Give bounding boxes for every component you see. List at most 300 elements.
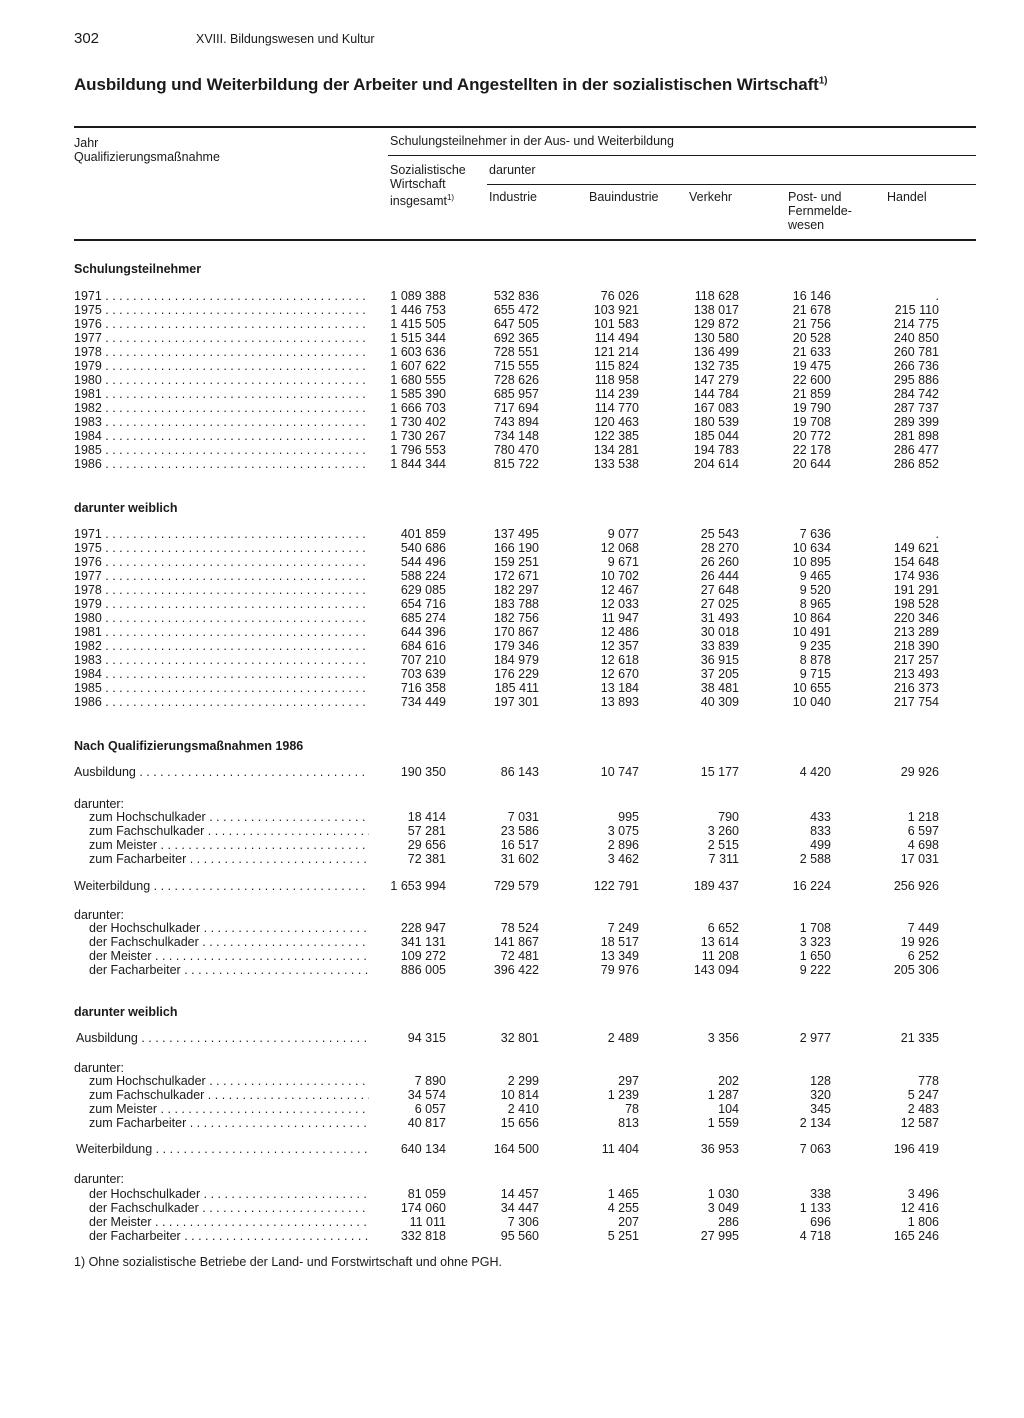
cell-col-4: 20 644	[792, 457, 831, 471]
footnote: 1) Ohne sozialistische Betriebe der Land- und Forstwirtschaft und ohne PGH.	[74, 1255, 502, 1269]
table-row	[0, 401, 1024, 415]
table-row	[0, 824, 1024, 838]
cell-col-0: 6 057	[414, 1102, 446, 1116]
row-label: 1978 . . .	[74, 583, 369, 597]
cell-col-1: 396 422	[493, 963, 539, 977]
cell-col-1: 815 722	[493, 457, 539, 471]
row-label: 1971 . . .	[74, 289, 369, 303]
cell-col-5: 29 926	[900, 765, 939, 779]
cell-col-0: 540 686	[400, 541, 446, 555]
table-row	[0, 949, 1024, 963]
cell-col-2: 995	[618, 810, 639, 824]
cell-col-3: 1 559	[707, 1116, 739, 1130]
cell-col-2: 10 702	[600, 569, 639, 583]
table-row	[0, 541, 1024, 555]
cell-col-5: 12 587	[900, 1116, 939, 1130]
cell-col-4: 16 224	[792, 879, 831, 893]
cell-col-3: 30 018	[700, 625, 739, 639]
cell-col-4: 128	[810, 1074, 831, 1088]
darunter-label: darunter:	[74, 1061, 125, 1075]
cell-col-4: 22 178	[792, 443, 831, 457]
cell-col-3: 144 784	[693, 387, 739, 401]
cell-col-1: 728 626	[493, 373, 539, 387]
cell-col-4: 2 134	[799, 1116, 831, 1130]
cell-col-1: 164 500	[493, 1142, 539, 1156]
cell-col-2: 207	[618, 1215, 639, 1229]
row-label: zum Meister . . .	[89, 838, 369, 852]
row-label: 1984 . . .	[74, 429, 369, 443]
cell-col-1: 172 671	[493, 569, 539, 583]
cell-col-5: .	[935, 527, 939, 541]
cell-col-4: 320	[810, 1088, 831, 1102]
table-row	[0, 1215, 1024, 1229]
darunter-header: darunter	[489, 163, 536, 177]
table-row	[0, 429, 1024, 443]
cell-col-4: 19 475	[792, 359, 831, 373]
cell-col-0: 1 585 390	[390, 387, 446, 401]
cell-col-2: 12 670	[600, 667, 639, 681]
col-header-total-l2: Wirtschaft	[390, 177, 446, 191]
cell-col-1: 32 801	[500, 1031, 539, 1045]
cell-col-3: 3 356	[707, 1031, 739, 1045]
table-row	[0, 653, 1024, 667]
title-footnote-mark: 1)	[818, 75, 828, 87]
cell-col-5: 196 419	[893, 1142, 939, 1156]
cell-col-4: 10 040	[792, 695, 831, 709]
cell-col-5: 6 252	[907, 949, 939, 963]
row-label: 1981 . . .	[74, 387, 369, 401]
row-label: zum Meister . . .	[89, 1102, 369, 1116]
row-label: 1985 . . .	[74, 681, 369, 695]
section-schulungsteilnehmer: Schulungsteilnehmer	[74, 262, 202, 276]
cell-col-1: 715 555	[493, 359, 539, 373]
cell-col-3: 33 839	[700, 639, 739, 653]
cell-col-2: 9 671	[607, 555, 639, 569]
cell-col-2: 13 893	[600, 695, 639, 709]
row-label: zum Facharbeiter . . .	[89, 852, 369, 866]
cell-col-1: 179 346	[493, 639, 539, 653]
row-label: 1971 . . .	[74, 527, 369, 541]
cell-col-0: 644 396	[400, 625, 446, 639]
cell-col-3: 13 614	[700, 935, 739, 949]
cell-col-3: 40 309	[700, 695, 739, 709]
table-row	[0, 569, 1024, 583]
cell-col-3: 118 628	[694, 289, 739, 303]
cell-col-0: 57 281	[407, 824, 446, 838]
row-label: 1980 . . .	[74, 611, 369, 625]
table-row	[0, 415, 1024, 429]
cell-col-2: 4 255	[607, 1201, 639, 1215]
cell-col-1: 166 190	[493, 541, 539, 555]
cell-col-0: 886 005	[400, 963, 446, 977]
cell-col-3: 132 735	[693, 359, 739, 373]
cell-col-5: 1 218	[907, 810, 939, 824]
cell-col-2: 9 077	[607, 527, 639, 541]
table-row	[0, 852, 1024, 866]
cell-col-2: 133 538	[593, 457, 639, 471]
cell-col-3: 28 270	[700, 541, 739, 555]
darunter-label: darunter:	[74, 908, 125, 922]
cell-col-2: 78	[625, 1102, 639, 1116]
cell-col-5: 6 597	[907, 824, 939, 838]
table-row	[0, 810, 1024, 824]
cell-col-1: 7 306	[507, 1215, 539, 1229]
cell-col-4: 9 465	[799, 569, 831, 583]
cell-col-0: 629 085	[400, 583, 446, 597]
cell-col-2: 122 385	[593, 429, 639, 443]
cell-col-4: 2 977	[799, 1031, 831, 1045]
row-label: der Facharbeiter . . .	[89, 963, 369, 977]
cell-col-4: 345	[810, 1102, 831, 1116]
table-row	[0, 695, 1024, 709]
cell-col-5: .	[935, 289, 939, 303]
row-label: zum Hochschulkader . . .	[89, 1074, 369, 1088]
cell-col-2: 13 349	[600, 949, 639, 963]
col-header-total	[390, 163, 466, 208]
cell-col-3: 185 044	[693, 429, 739, 443]
row-label: 1978 . . .	[74, 345, 369, 359]
row-label: 1982 . . .	[74, 401, 369, 415]
cell-col-1: 183 788	[493, 597, 539, 611]
row-label: zum Hochschulkader . . .	[89, 810, 369, 824]
cell-col-0: 1 603 636	[390, 345, 446, 359]
cell-col-2: 3 075	[607, 824, 639, 838]
cell-col-2: 114 494	[594, 331, 639, 345]
row-label: zum Facharbeiter . . .	[89, 1116, 369, 1130]
cell-col-1: 31 602	[500, 852, 539, 866]
cell-col-3: 204 614	[693, 457, 739, 471]
table-row	[0, 289, 1024, 303]
table-title	[74, 75, 827, 95]
cell-col-0: 703 639	[400, 667, 446, 681]
cell-col-1: 15 656	[500, 1116, 539, 1130]
cell-col-5: 191 291	[893, 583, 939, 597]
table-row	[0, 583, 1024, 597]
cell-col-4: 10 895	[792, 555, 831, 569]
col-header-handel: Handel	[887, 190, 927, 204]
cell-col-1: 734 148	[493, 429, 539, 443]
cell-col-3: 7 311	[708, 852, 739, 866]
cell-col-2: 122 791	[593, 879, 639, 893]
cell-col-2: 1 239	[607, 1088, 639, 1102]
cell-col-2: 134 281	[593, 443, 639, 457]
cell-col-3: 27 995	[700, 1229, 739, 1243]
cell-col-2: 12 618	[600, 653, 639, 667]
cell-col-5: 217 257	[893, 653, 939, 667]
cell-col-1: 2 410	[507, 1102, 539, 1116]
cell-col-0: 228 947	[400, 921, 446, 935]
row-label: 1983 . . .	[74, 653, 369, 667]
cell-col-1: 2 299	[507, 1074, 539, 1088]
cell-col-4: 16 146	[792, 289, 831, 303]
cell-col-4: 21 678	[792, 303, 831, 317]
col-header-industrie: Industrie	[489, 190, 537, 204]
cell-col-0: 1 415 505	[390, 317, 446, 331]
col-header-post	[788, 190, 852, 232]
cell-col-5: 260 781	[893, 345, 939, 359]
stub-header-measure: Qualifizierungsmaßnahme	[74, 150, 220, 164]
cell-col-5: 2 483	[907, 1102, 939, 1116]
cell-col-5: 19 926	[900, 935, 939, 949]
cell-col-2: 13 184	[600, 681, 639, 695]
row-label: der Hochschulkader . . .	[89, 921, 369, 935]
table-row	[0, 597, 1024, 611]
row-label: 1984 . . .	[74, 667, 369, 681]
stub-header	[74, 136, 220, 164]
cell-col-2: 114 770	[594, 401, 639, 415]
cell-col-3: 26 444	[700, 569, 739, 583]
cell-col-3: 138 017	[693, 303, 739, 317]
cell-col-5: 198 528	[893, 597, 939, 611]
cell-col-3: 1 287	[707, 1088, 739, 1102]
cell-col-4: 696	[810, 1215, 831, 1229]
cell-col-3: 27 025	[700, 597, 739, 611]
cell-col-2: 11 947	[601, 611, 639, 625]
cell-col-0: 588 224	[400, 569, 446, 583]
cell-col-1: 141 867	[493, 935, 539, 949]
cell-col-0: 1 730 267	[390, 429, 446, 443]
cell-col-4: 22 600	[792, 373, 831, 387]
cell-col-1: 647 505	[493, 317, 539, 331]
cell-col-2: 297	[618, 1074, 639, 1088]
cell-col-5: 218 390	[893, 639, 939, 653]
cell-col-0: 1 607 622	[390, 359, 446, 373]
cell-col-1: 532 836	[493, 289, 539, 303]
cell-col-4: 833	[810, 824, 831, 838]
cell-col-1: 23 586	[500, 824, 539, 838]
cell-col-2: 114 239	[594, 387, 639, 401]
table-row	[0, 345, 1024, 359]
header-bottom-rule	[74, 239, 976, 241]
cell-col-2: 12 033	[600, 597, 639, 611]
cell-col-0: 7 890	[414, 1074, 446, 1088]
group-header: Schulungsteilnehmer in der Aus- und Weiterbildung	[390, 134, 674, 148]
cell-col-0: 1 446 753	[390, 303, 446, 317]
cell-col-1: 16 517	[500, 838, 539, 852]
cell-col-2: 12 357	[600, 639, 639, 653]
cell-col-3: 202	[718, 1074, 739, 1088]
cell-col-5: 240 850	[893, 331, 939, 345]
stub-header-year: Jahr	[74, 136, 99, 150]
table-row	[0, 625, 1024, 639]
table-row	[0, 681, 1024, 695]
row-label: 1977 . . .	[74, 331, 369, 345]
cell-col-4: 21 859	[792, 387, 831, 401]
cell-col-5: 213 493	[893, 667, 939, 681]
cell-col-0: 685 274	[400, 611, 446, 625]
row-label: der Fachschulkader . . .	[89, 935, 369, 949]
cell-col-4: 19 790	[792, 401, 831, 415]
col-header-bauindustrie: Bauindustrie	[589, 190, 659, 204]
chapter-heading: XVIII. Bildungswesen und Kultur	[196, 32, 375, 46]
section-weiblich-years: darunter weiblich	[74, 501, 178, 515]
cell-col-2: 103 921	[593, 303, 639, 317]
col-header-total-l3-text: insgesamt	[390, 194, 447, 209]
cell-col-4: 9 235	[799, 639, 831, 653]
cell-col-3: 11 208	[701, 949, 739, 963]
cell-col-4: 433	[810, 810, 831, 824]
cell-col-3: 286	[718, 1215, 739, 1229]
cell-col-1: 95 560	[500, 1229, 539, 1243]
cell-col-3: 37 205	[700, 667, 739, 681]
table-row	[0, 527, 1024, 541]
cell-col-5: 220 346	[893, 611, 939, 625]
cell-col-0: 1 653 994	[390, 879, 446, 893]
row-label: Weiterbildung . . .	[76, 1142, 369, 1156]
cell-col-5: 4 698	[907, 838, 939, 852]
cell-col-3: 194 783	[693, 443, 739, 457]
cell-col-3: 104	[718, 1102, 739, 1116]
darunter-label: darunter:	[74, 1172, 125, 1186]
top-rule	[74, 126, 976, 128]
cell-col-5: 3 496	[907, 1187, 939, 1201]
cell-col-5: 266 736	[893, 359, 939, 373]
cell-col-3: 180 539	[693, 415, 739, 429]
row-label: der Facharbeiter . . .	[89, 1229, 369, 1243]
cell-col-5: 165 246	[893, 1229, 939, 1243]
row-label: 1976 . . .	[74, 317, 369, 331]
row-label: Ausbildung . . .	[76, 1031, 369, 1045]
cell-col-5: 21 335	[900, 1031, 939, 1045]
cell-col-1: 780 470	[493, 443, 539, 457]
cell-col-5: 216 373	[893, 681, 939, 695]
cell-col-1: 72 481	[500, 949, 539, 963]
table-row	[0, 1116, 1024, 1130]
table-row	[0, 1031, 1024, 1045]
cell-col-0: 341 131	[400, 935, 446, 949]
cell-col-4: 7 636	[799, 527, 831, 541]
cell-col-1: 34 447	[500, 1201, 539, 1215]
cell-col-1: 692 365	[493, 331, 539, 345]
cell-col-1: 743 894	[493, 415, 539, 429]
row-label: 1985 . . .	[74, 443, 369, 457]
cell-col-5: 287 737	[893, 401, 939, 415]
cell-col-0: 190 350	[400, 765, 446, 779]
cell-col-5: 1 806	[907, 1215, 939, 1229]
row-label: 1976 . . .	[74, 555, 369, 569]
row-label: 1977 . . .	[74, 569, 369, 583]
cell-col-4: 7 063	[799, 1142, 831, 1156]
table-row	[0, 935, 1024, 949]
cell-col-5: 256 926	[893, 879, 939, 893]
cell-col-5: 7 449	[907, 921, 939, 935]
cell-col-0: 544 496	[400, 555, 446, 569]
cell-col-0: 1 844 344	[390, 457, 446, 471]
cell-col-4: 338	[810, 1187, 831, 1201]
table-row	[0, 879, 1024, 893]
cell-col-1: 685 957	[493, 387, 539, 401]
cell-col-4: 8 878	[799, 653, 831, 667]
section-qualifizierung-1986: Nach Qualifizierungsmaßnahmen 1986	[74, 739, 304, 753]
cell-col-5: 213 289	[893, 625, 939, 639]
cell-col-4: 499	[810, 838, 831, 852]
cell-col-2: 813	[618, 1116, 639, 1130]
cell-col-0: 81 059	[407, 1187, 446, 1201]
cell-col-2: 120 463	[593, 415, 639, 429]
cell-col-3: 167 083	[693, 401, 739, 415]
cell-col-5: 174 936	[893, 569, 939, 583]
cell-col-1: 655 472	[493, 303, 539, 317]
cell-col-5: 778	[918, 1074, 939, 1088]
table-row	[0, 921, 1024, 935]
row-label: 1982 . . .	[74, 639, 369, 653]
cell-col-3: 3 260	[707, 824, 739, 838]
row-label: der Meister . . .	[89, 949, 369, 963]
cell-col-2: 7 249	[607, 921, 639, 935]
cell-col-1: 176 229	[493, 667, 539, 681]
cell-col-2: 10 747	[600, 765, 639, 779]
cell-col-4: 8 965	[799, 597, 831, 611]
cell-col-0: 1 515 344	[390, 331, 446, 345]
group-rule	[388, 155, 976, 156]
cell-col-5: 286 477	[893, 443, 939, 457]
cell-col-3: 189 437	[693, 879, 739, 893]
cell-col-0: 707 210	[400, 653, 446, 667]
cell-col-2: 3 462	[607, 852, 639, 866]
table-row	[0, 373, 1024, 387]
cell-col-0: 716 358	[400, 681, 446, 695]
cell-col-1: 86 143	[500, 765, 539, 779]
cell-col-0: 109 272	[400, 949, 446, 963]
cell-col-0: 654 716	[400, 597, 446, 611]
cell-col-1: 197 301	[493, 695, 539, 709]
cell-col-4: 9 520	[799, 583, 831, 597]
cell-col-0: 1 796 553	[390, 443, 446, 457]
cell-col-2: 2 896	[607, 838, 639, 852]
cell-col-1: 7 031	[507, 810, 539, 824]
cell-col-1: 159 251	[493, 555, 539, 569]
row-label: 1986 . . .	[74, 457, 369, 471]
cell-col-1: 14 457	[500, 1187, 539, 1201]
row-label: 1975 . . .	[74, 303, 369, 317]
cell-col-4: 9 715	[799, 667, 831, 681]
cell-col-0: 332 818	[400, 1229, 446, 1243]
table-row	[0, 387, 1024, 401]
cell-col-1: 729 579	[493, 879, 539, 893]
cell-col-4: 21 633	[792, 345, 831, 359]
cell-col-0: 1 666 703	[390, 401, 446, 415]
cell-col-1: 10 814	[500, 1088, 539, 1102]
table-row	[0, 303, 1024, 317]
cell-col-3: 143 094	[693, 963, 739, 977]
cell-col-2: 79 976	[600, 963, 639, 977]
cell-col-2: 18 517	[600, 935, 639, 949]
cell-col-4: 2 588	[799, 852, 831, 866]
col-header-total-l3	[390, 191, 466, 208]
row-label: 1986 . . .	[74, 695, 369, 709]
cell-col-3: 129 872	[693, 317, 739, 331]
table-row	[0, 963, 1024, 977]
cell-col-4: 1 650	[799, 949, 831, 963]
row-label: 1979 . . .	[74, 597, 369, 611]
row-label: 1981 . . .	[74, 625, 369, 639]
cell-col-1: 182 297	[493, 583, 539, 597]
cell-col-4: 1 133	[799, 1201, 831, 1215]
cell-col-0: 684 616	[400, 639, 446, 653]
cell-col-3: 25 543	[700, 527, 739, 541]
darunter-rule	[487, 184, 976, 185]
table-row	[0, 1142, 1024, 1156]
cell-col-0: 174 060	[400, 1201, 446, 1215]
cell-col-1: 728 551	[493, 345, 539, 359]
cell-col-4: 10 634	[792, 541, 831, 555]
cell-col-2: 121 214	[593, 345, 639, 359]
cell-col-3: 36 953	[700, 1142, 739, 1156]
cell-col-3: 130 580	[693, 331, 739, 345]
cell-col-2: 1 465	[607, 1187, 639, 1201]
cell-col-2: 12 068	[600, 541, 639, 555]
table-row	[0, 331, 1024, 345]
